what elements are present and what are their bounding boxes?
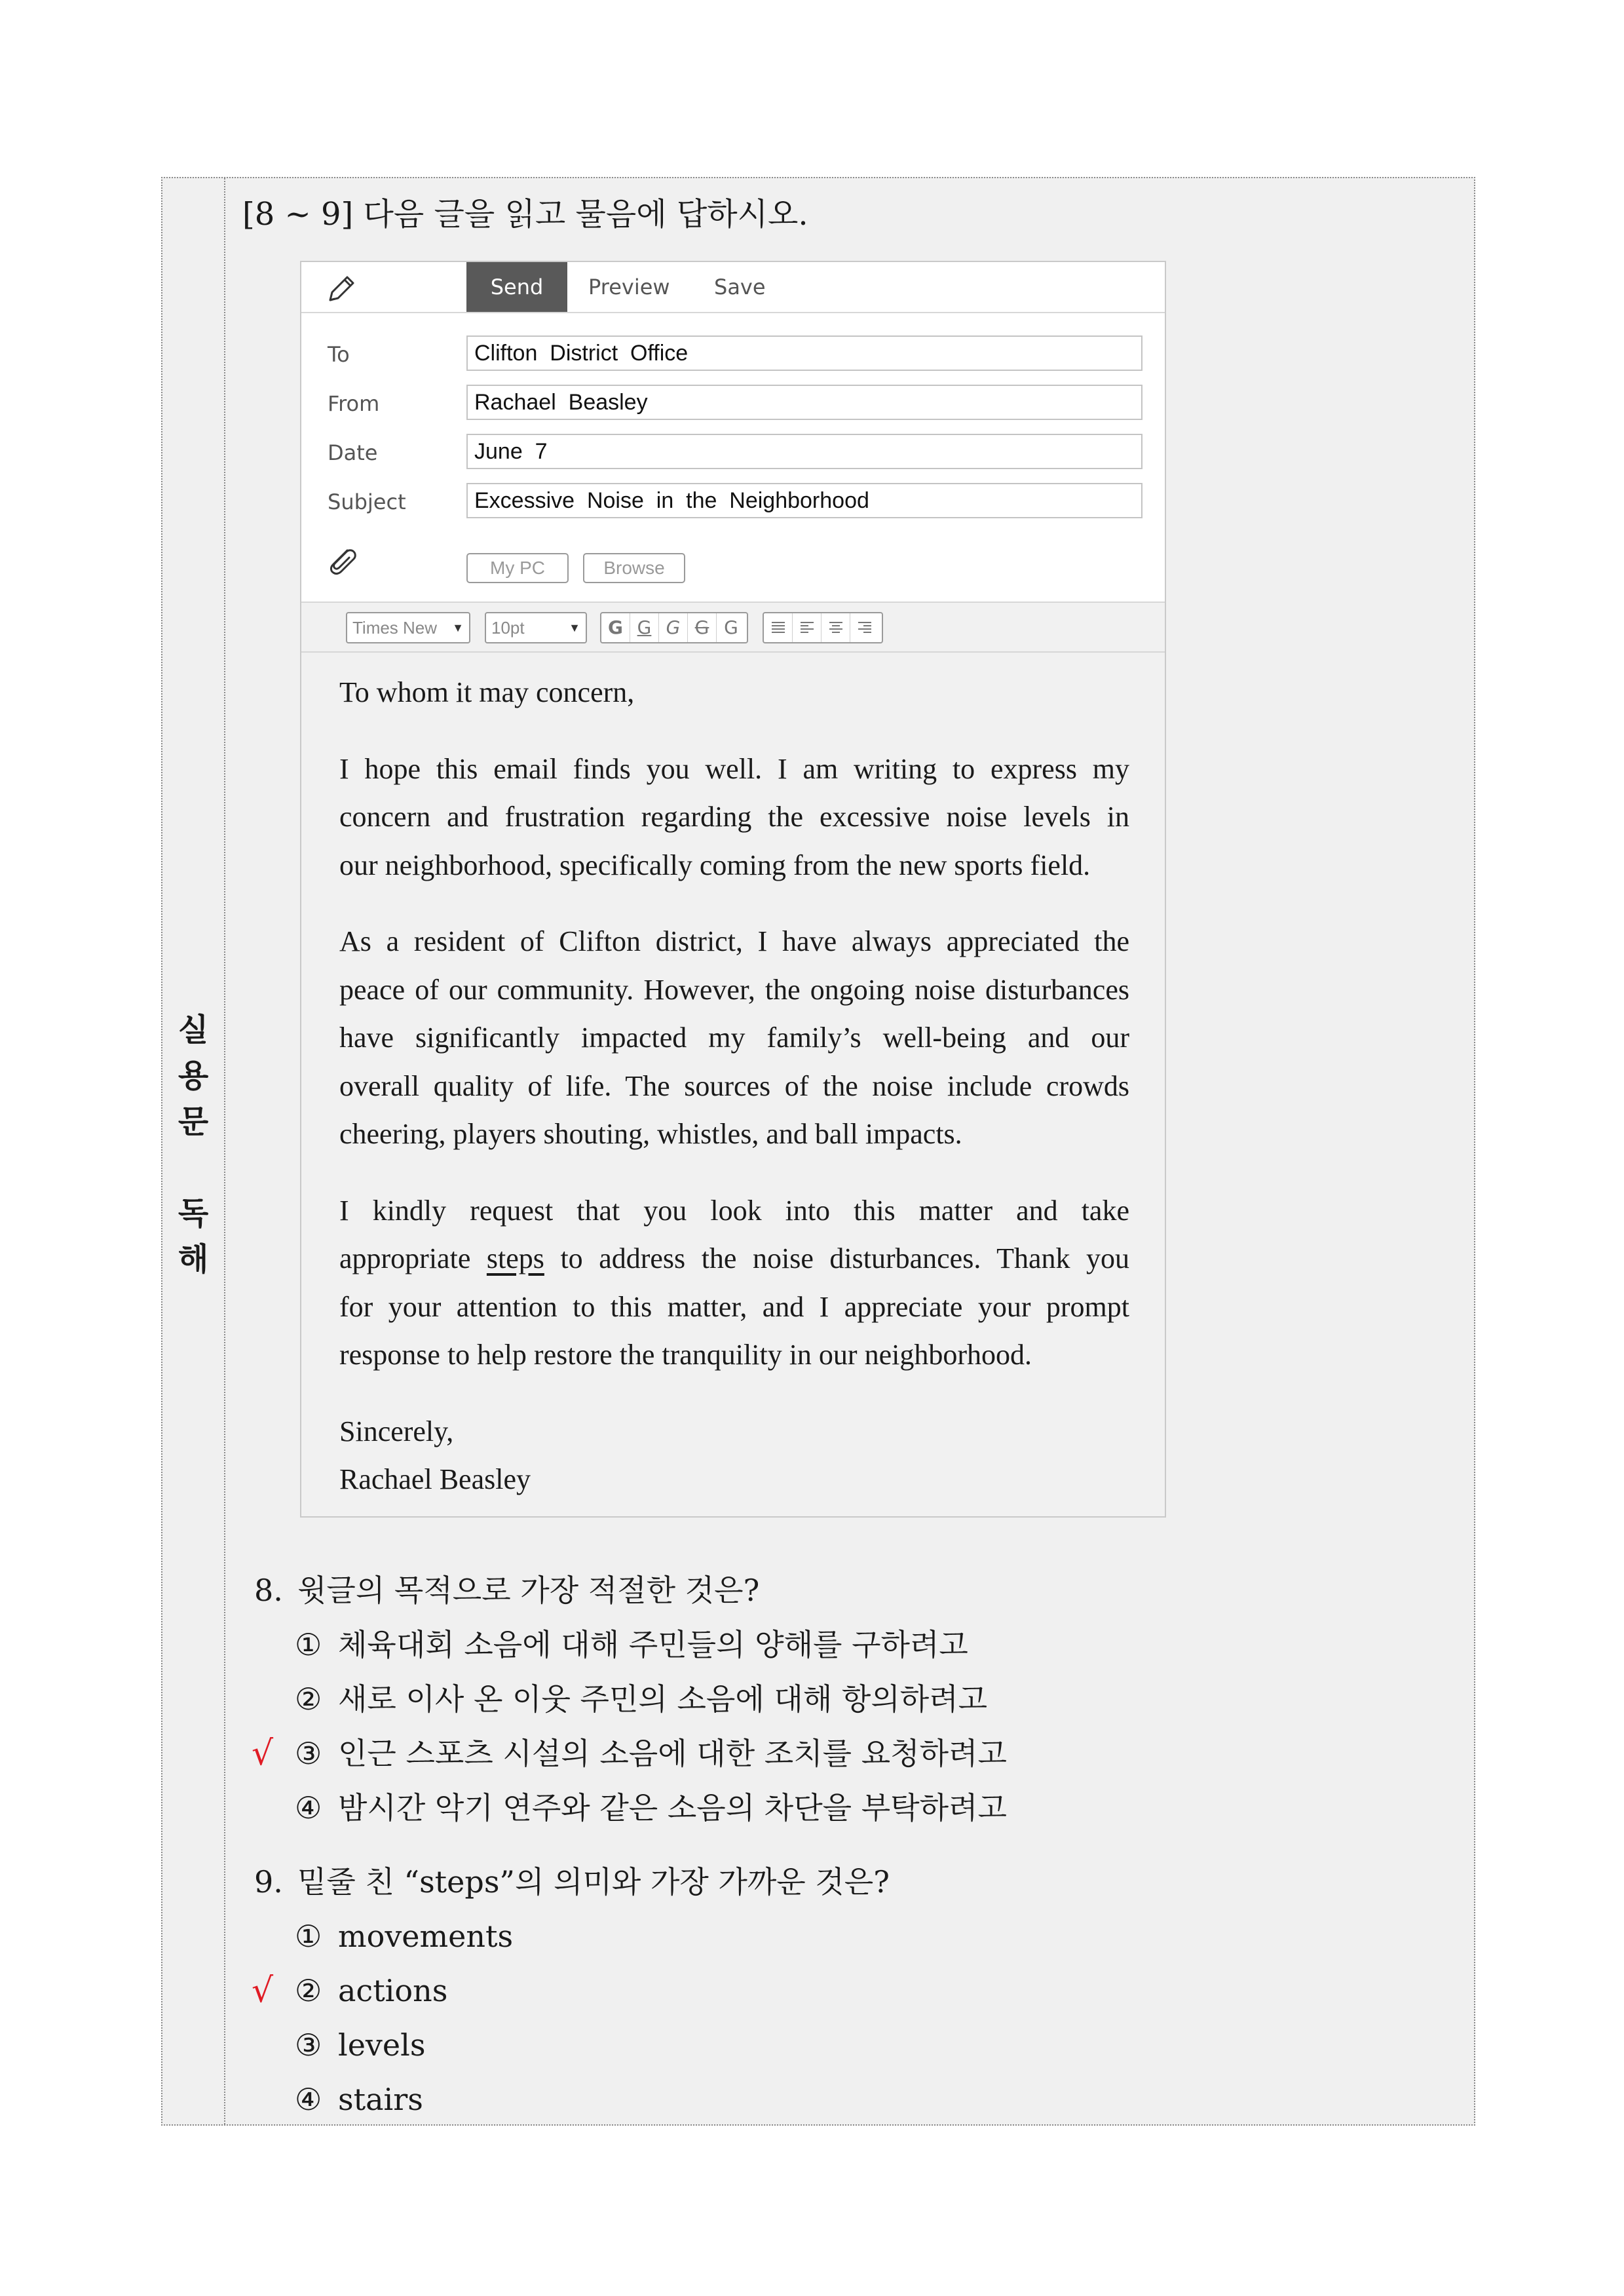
body-line: response to help restore the tranquility in our neighborhood. [339,1339,1032,1371]
body-line: our neighborhood, specifically coming from the new sports field. [339,849,1091,881]
answer-check-icon: √ [252,1971,274,2010]
dropdown-arrow-icon: ▼ [569,621,580,634]
paragraph-3 [339,1187,1129,1379]
sidebar [162,178,225,2124]
option-text: 밤시간 악기 연주와 같은 소음의 차단을 부탁하려고 [338,1790,1007,1826]
option-mark: ③ [295,2027,322,2063]
questions [254,1563,1368,2127]
from-field[interactable]: Rachael Beasley [466,385,1142,420]
closing: Sincerely, [339,1415,454,1447]
body-line [339,1234,1129,1283]
to-field[interactable]: Clifton District Office [466,335,1142,371]
section-label [162,1007,224,1282]
section-label-char: 문 [178,1103,209,1140]
align-center-icon[interactable] [821,613,850,642]
align-right-icon[interactable] [850,613,879,642]
strikethrough-button[interactable]: G [688,613,717,642]
option-text: stairs [338,2082,423,2117]
option-mark: ④ [295,2082,322,2117]
dropdown-arrow-icon: ▼ [452,621,464,634]
body-line: for your attention to this matter, and I appreciate your prompt [339,1290,1129,1323]
option[interactable] [254,2073,1368,2127]
question-number: 8. [254,1573,283,1608]
body-line: concern and frustration regarding the excessive noise levels in [339,801,1129,833]
body-text: to address the noise disturbances. Thank you [560,1242,1130,1274]
option-text: actions [338,1973,448,2008]
answer-check-icon: √ [252,1734,274,1773]
email-window [300,261,1166,1518]
align-left-icon[interactable] [793,613,821,642]
text-color-button[interactable]: G [724,617,738,638]
option-text: 새로 이사 온 이웃 주민의 소음에 대해 항의하려고 [338,1681,988,1717]
from-label: From [328,391,380,416]
option-text: 인근 스포츠 시설의 소음에 대한 조치를 요청하려고 [338,1736,1007,1771]
bold-button[interactable]: G [601,613,630,642]
question-text: 밑줄 친 “steps”의 의미와 가장 가까운 것은? [297,1864,890,1900]
formatting-toolbar [301,603,1165,653]
option-mark: ③ [295,1736,322,1771]
instruction-text: [8 ~ 9] 다음 글을 읽고 물음에 답하시오. [242,196,808,233]
paperclip-icon[interactable] [325,544,359,578]
option-text: movements [338,1919,514,1954]
email-header-fields [301,313,1165,603]
body-text: appropriate [339,1242,471,1274]
align-buttons [763,612,883,643]
font-select-value: Times New [352,618,438,638]
option[interactable] [254,1672,1368,1727]
section-label-char: 실 [178,1012,209,1048]
paragraph-2 [339,917,1129,1158]
option-text: 체육대회 소음에 대해 주민들의 양해를 구하려고 [338,1627,968,1662]
option-mark: ② [295,1681,322,1717]
paragraph-1 [339,745,1129,890]
body-line: As a resident of Clifton district, I have always appreciated the [339,925,1129,957]
question-number: 9. [254,1864,283,1900]
to-label: To [328,342,350,367]
underline-button[interactable]: G [630,613,659,642]
option[interactable] [254,1781,1368,1835]
signature: Rachael Beasley [339,1463,531,1495]
option[interactable] [254,1618,1368,1672]
body-line: have significantly impacted my family’s well-being and our [339,1022,1129,1054]
date-field[interactable]: June 7 [466,434,1142,469]
underlined-steps: steps [486,1242,544,1274]
body-line: peace of our community. However, the ongoing noise disturbances [339,973,1129,1006]
font-size-value: 10pt [491,618,525,638]
browse-button[interactable]: Browse [583,553,685,583]
save-button[interactable]: Save [714,275,766,299]
my-pc-button[interactable]: My PC [466,553,569,583]
option[interactable] [254,1909,1368,1964]
question-text: 윗글의 목적으로 가장 적절한 것은? [297,1573,760,1608]
body-line: I kindly request that you look into this matter and take [339,1194,1129,1227]
date-label: Date [328,440,378,465]
question-8-title [254,1563,1368,1618]
question-frame [161,177,1475,2126]
subject-label: Subject [328,489,406,514]
preview-button[interactable]: Preview [588,275,670,299]
closing-block [339,1407,1129,1504]
option[interactable] [254,1964,1368,2018]
italic-button[interactable]: G [659,613,688,642]
email-toolbar [301,262,1165,313]
text-style-buttons [600,612,748,643]
send-button[interactable]: Send [466,262,567,312]
font-size-select[interactable] [485,612,587,643]
option-mark: ① [295,1919,322,1954]
section-label-char: 해 [178,1241,209,1278]
subject-field[interactable]: Excessive Noise in the Neighborhood [466,483,1142,518]
option-text: levels [338,2027,426,2063]
question-9-title [254,1855,1368,1909]
body-line: cheering, players shouting, whistles, and ball impacts. [339,1118,962,1150]
option[interactable] [254,1727,1368,1781]
pencil-icon[interactable] [325,273,358,305]
option-mark: ④ [295,1790,322,1826]
body-line: overall quality of life. The sources of the noise include crowds [339,1069,1129,1102]
font-select[interactable] [346,612,470,643]
option[interactable] [254,2018,1368,2073]
option-mark: ② [295,1973,322,2008]
greeting: To whom it may concern, [339,676,635,708]
align-justify-icon[interactable] [764,613,793,642]
option-mark: ① [295,1627,322,1662]
body-line: I hope this email finds you well. I am writing to express my [339,752,1129,785]
email-body[interactable] [339,653,1129,1504]
section-label-char: 독 [178,1195,209,1232]
section-label-char: 용 [178,1058,209,1094]
